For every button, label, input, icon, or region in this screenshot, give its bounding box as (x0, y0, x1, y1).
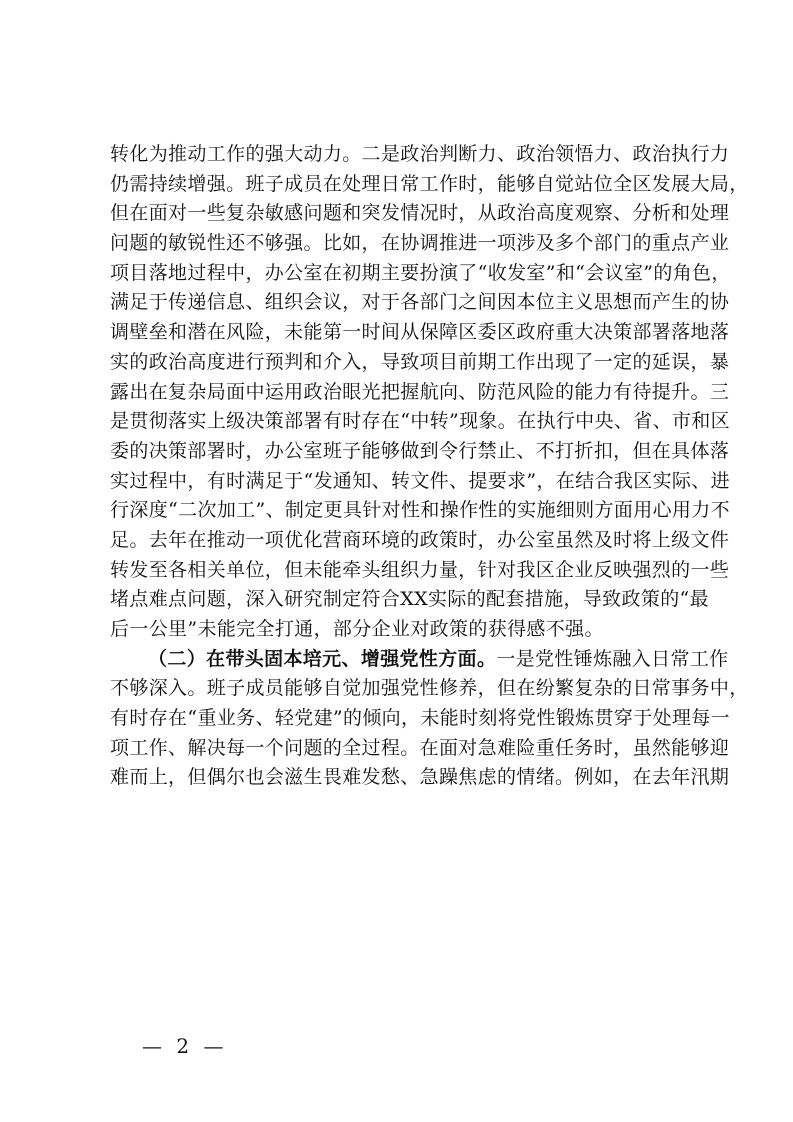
body-line: 调壁垒和潜在风险，未能第一时间从保障区委区政府重大决策部署落地落 (110, 321, 730, 344)
body-line: 仍需持续增强。班子成员在处理日常工作时，能够自觉站位全区发展大局， (110, 172, 749, 195)
body-line: 露出在复杂局面中运用政治眼光把握航向、防范风险的能力有待提升。三 (110, 380, 730, 403)
body-line: 实的政治高度进行预判和介入，导致项目前期工作出现了一定的延误，暴 (110, 350, 730, 373)
body-line: 行深度“二次加工”、制定更具针对性和操作性的实施细则方面用心用力不 (110, 499, 730, 522)
section-line: 有时存在“重业务、轻党建”的倾向，未能时刻将党性锻炼贯穿于处理每一 (110, 707, 730, 730)
body-line: 转发至各相关单位，但未能牵头组织力量，针对我区企业反映强烈的一些 (110, 558, 730, 581)
body-line: 足。去年在推动一项优化营商环境的政策时，办公室虽然及时将上级文件 (110, 528, 730, 551)
body-line: 后一公里”未能完全打通，部分企业对政策的获得感不强。 (110, 618, 604, 640)
body-line: 堵点难点问题，深入研究制定符合XX实际的配套措施，导致政策的“最 (110, 588, 709, 611)
body-line: 满足于传递信息、组织会议，对于各部门之间因本位主义思想而产生的协 (110, 291, 730, 314)
section-line: 不够深入。班子成员能够自觉加强党性修养，但在纷繁复杂的日常事务中， (110, 677, 749, 700)
body-line: 委的决策部署时，办公室班子能够做到令行禁止、不打折扣，但在具体落 (110, 439, 730, 462)
body-line: 转化为推动工作的强大动力。二是政治判断力、政治领悟力、政治执行力 (110, 143, 730, 165)
body-line: 是贯彻落实上级决策部署有时存在“中转”现象。在执行中央、省、市和区 (110, 410, 730, 433)
body-line: 项目落地过程中，办公室在初期主要扮演了“收发室”和“会议室”的角色， (110, 261, 731, 284)
document-body (110, 140, 749, 793)
section-first-line-text: 一是党性锤炼融入日常工作 (496, 647, 729, 670)
section-first-line (110, 645, 729, 675)
section-line: 难而上，但偶尔也会滋生畏难发愁、急躁焦虑的情绪。例如，在去年汛期 (110, 766, 730, 789)
body-line: 实过程中，有时满足于“发通知、转文件、提要求”，在结合我区实际、进 (110, 469, 730, 492)
section-heading: （二）在带头固本培元、增强党性方面。 (148, 647, 497, 670)
page-number: — 2 — (142, 1034, 228, 1058)
section-line: 项工作、解决每一个问题的全过程。在面对急难险重任务时，虽然能够迎 (110, 736, 730, 759)
body-line: 问题的敏锐性还不够强。比如，在协调推进一项涉及多个部门的重点产业 (110, 232, 730, 255)
body-line: 但在面对一些复杂敏感问题和突发情况时，从政治高度观察、分析和处理 (110, 202, 730, 225)
